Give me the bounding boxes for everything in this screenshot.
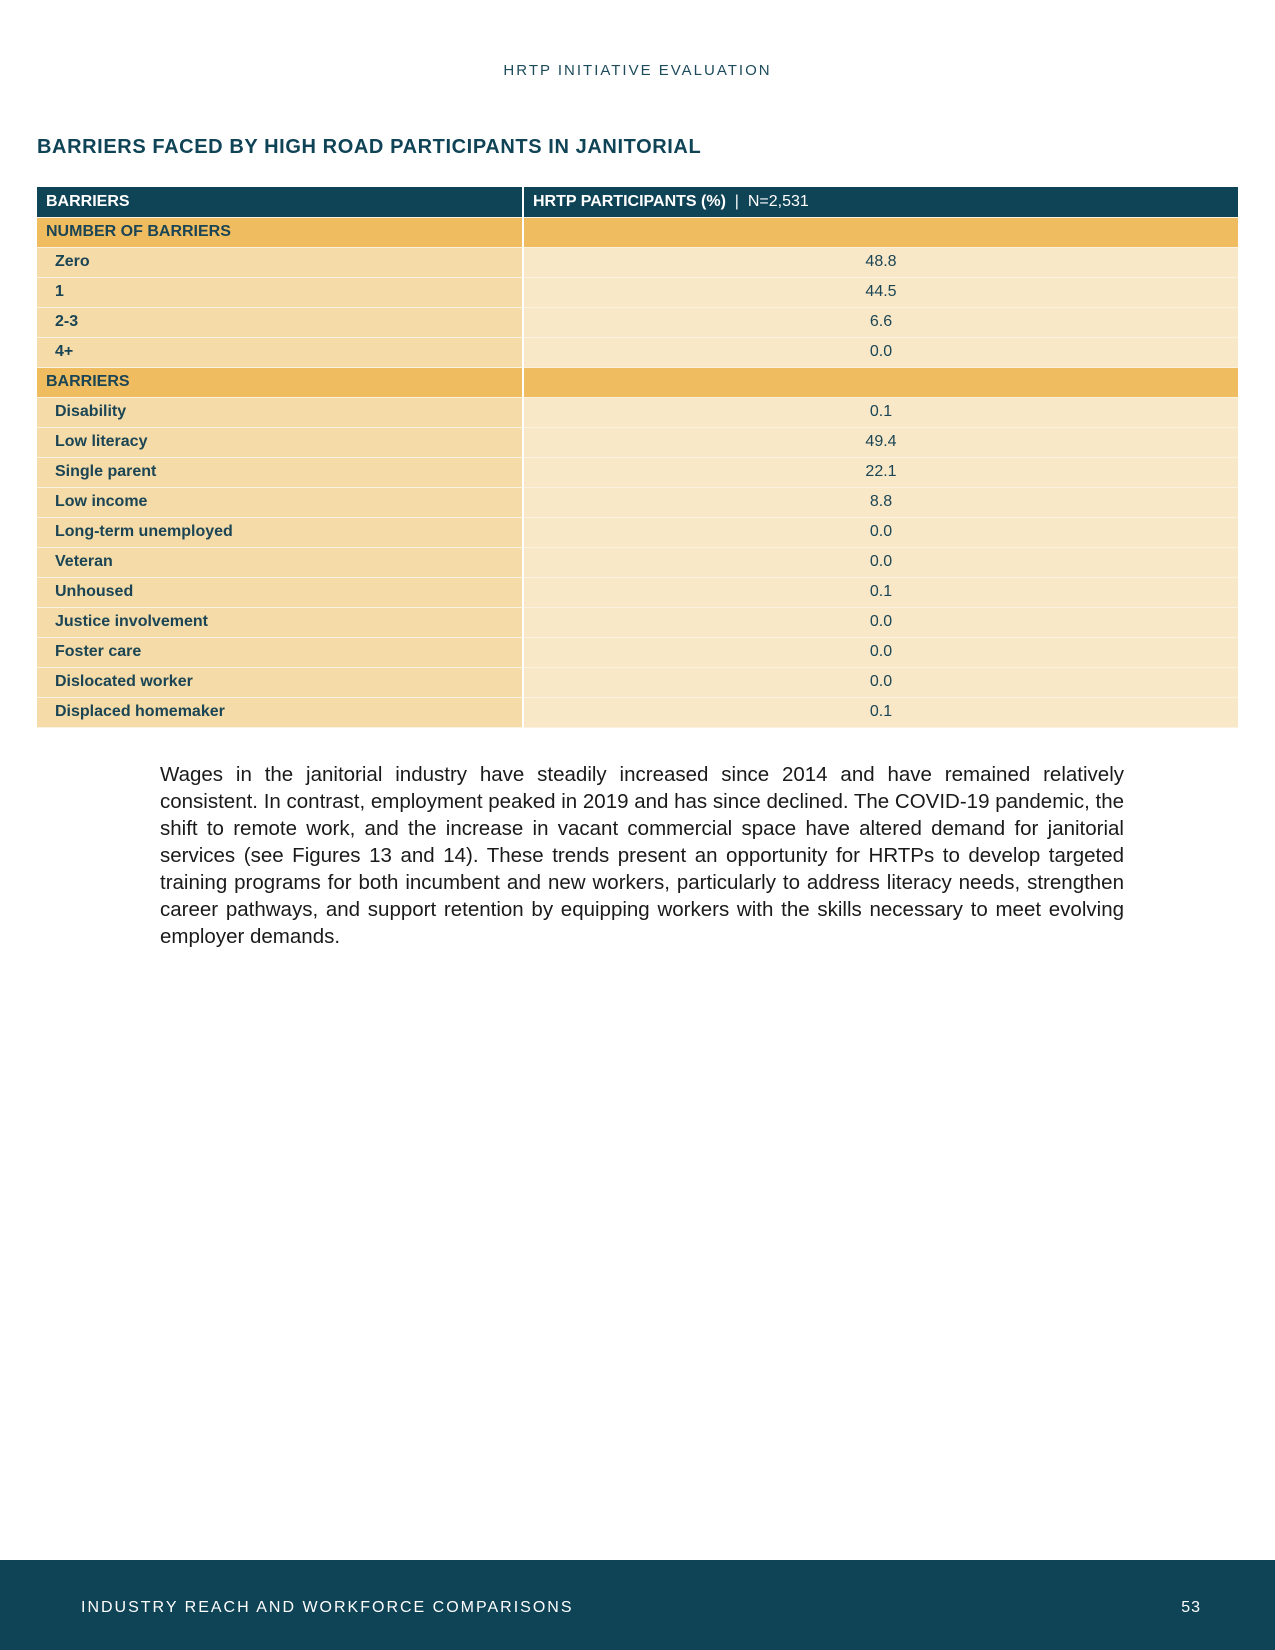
footer-section-label: INDUSTRY REACH AND WORKFORCE COMPARISONS [81,1599,574,1616]
table-row [37,697,1238,727]
row-value: 49.4 [523,427,1238,457]
row-label: Displaced homemaker [37,697,523,727]
row-label: Unhoused [37,577,523,607]
barriers-table [37,187,1238,728]
row-label: 4+ [37,337,523,367]
section-heading-blank [523,367,1238,397]
table-row [37,337,1238,367]
body-paragraph: Wages in the janitorial industry have steadily increased since 2014 and have remained relatively consistent. In contrast, employment peaked in 2019 and has since declined. The COVID-19 pandemic, the shift to remote work, and the increase in vacant commercial space have altered demand for janitorial services (see Figures 13 and 14). These trends present an opportunity for HRTPs to develop targeted training programs for both incumbent and new workers, particularly to address literacy needs, strengthen career pathways, and support retention by equipping workers with the skills necessary to meet evolving employer demands. [160,763,1124,948]
table-row [37,487,1238,517]
page-number: 53 [1181,1599,1201,1616]
row-label: 2-3 [37,307,523,337]
table-section-row [37,217,1238,247]
row-label: Veteran [37,547,523,577]
table-row [37,427,1238,457]
row-label: Disability [37,397,523,427]
row-value: 48.8 [523,247,1238,277]
row-label: Foster care [37,637,523,667]
table-row [37,577,1238,607]
running-header: HRTP INITIATIVE EVALUATION [503,62,772,79]
table-header-row [37,187,1238,217]
row-value: 0.0 [523,667,1238,697]
section-heading: NUMBER OF BARRIERS [37,217,523,247]
row-label: Low literacy [37,427,523,457]
row-value: 0.1 [523,577,1238,607]
row-value: 0.0 [523,607,1238,637]
row-value: 8.8 [523,487,1238,517]
table-row [37,307,1238,337]
row-value: 0.0 [523,547,1238,577]
row-value: 0.0 [523,637,1238,667]
row-label: 1 [37,277,523,307]
row-value: 6.6 [523,307,1238,337]
table-row [37,247,1238,277]
row-label: Low income [37,487,523,517]
column-header-barriers: BARRIERS [37,187,523,217]
row-value: 0.1 [523,697,1238,727]
row-value: 44.5 [523,277,1238,307]
table-body [37,217,1238,727]
table-row [37,607,1238,637]
table-row [37,547,1238,577]
row-label: Justice involvement [37,607,523,637]
table-row [37,457,1238,487]
column-header-participants [523,187,1238,217]
section-heading: BARRIERS [37,367,523,397]
row-value: 0.0 [523,337,1238,367]
row-value: 0.1 [523,397,1238,427]
table-row [37,517,1238,547]
sample-size-label: N=2,531 [747,192,809,210]
header-separator: | [734,192,739,210]
row-value: 22.1 [523,457,1238,487]
participants-header-label: HRTP PARTICIPANTS (%) [533,192,726,210]
row-label: Single parent [37,457,523,487]
row-label: Dislocated worker [37,667,523,697]
section-heading-blank [523,217,1238,247]
table-title: BARRIERS FACED BY HIGH ROAD PARTICIPANTS IN JANITORIAL [37,136,702,158]
table-section-row [37,367,1238,397]
table-row [37,277,1238,307]
row-value: 0.0 [523,517,1238,547]
row-label: Long-term unemployed [37,517,523,547]
table-row [37,397,1238,427]
table-row [37,667,1238,697]
row-label: Zero [37,247,523,277]
table-row [37,637,1238,667]
